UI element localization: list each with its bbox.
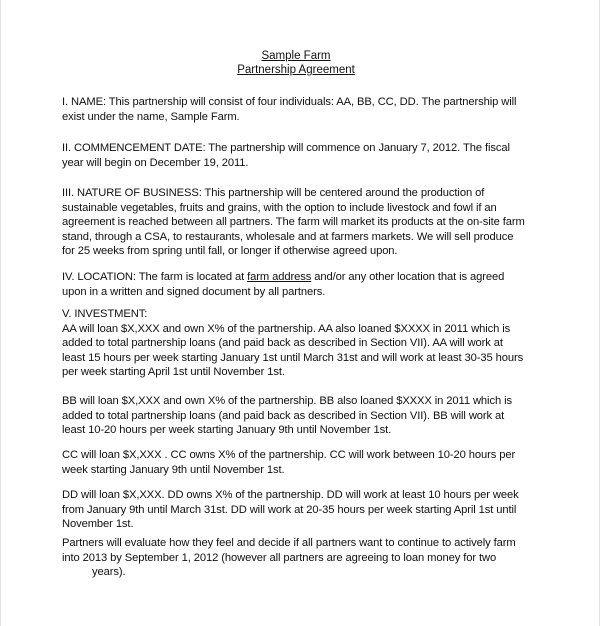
text-line: BB will loan $X,XXX and own X% of the partnership. BB also loaned $XXXX in 2011 which is	[62, 395, 512, 407]
text-line: years).	[92, 566, 126, 579]
document-title: Sample Farm	[261, 50, 331, 62]
text-line: year will begin on December 19, 2011.	[62, 156, 249, 169]
text-line: into 2013 by September 1, 2012 (however all partners are agreeing to loan money for two	[62, 551, 497, 564]
text-line: least 10-20 hours per week starting January 9th until November 1st.	[62, 424, 392, 437]
text-line: week starting January 9th until November 1st.	[62, 463, 285, 476]
section-commencement	[62, 141, 542, 170]
text-line: per week starting April 1st until November 1st.	[62, 366, 285, 379]
text-line: for 25 weeks from spring until fall, or longer if otherwise agreed upon.	[62, 245, 398, 258]
text-line: II. COMMENCEMENT DATE: The partnership will commence on January 7, 2012. The fiscal	[62, 142, 510, 154]
text-line: exist under the name, Sample Farm.	[62, 110, 240, 123]
text-line: I. NAME: This partnership will consist of four individuals: AA, BB, CC, DD. The partnership will	[62, 96, 517, 108]
text-line: DD will loan $X,XXX. DD owns X% of the partnership. DD will work at least 10 hours per week	[62, 489, 519, 501]
section-nature-of-business	[62, 186, 542, 259]
document-subtitle: Partnership Agreement	[237, 64, 355, 76]
location-text-after: and/or any other location that is agreed	[311, 271, 505, 283]
text-line: from January 9th until March 31st. DD will work at 20-35 hours per week starting April 1st until	[62, 503, 517, 516]
text-line: November 1st.	[62, 518, 134, 531]
text-line	[62, 270, 542, 285]
text-line: added to total partnership loans (and paid back as described in Section VII). AA will work at	[62, 337, 503, 350]
text-line: Partners will evaluate how they feel and decide if all partners want to continue to actively farm	[62, 537, 516, 549]
section-name	[62, 95, 542, 124]
text-line: CC will loan $X,XXX . CC owns X% of the partnership. CC will work between 10-20 hours per	[62, 449, 516, 461]
investment-cc	[62, 448, 542, 477]
location-text-before: IV. LOCATION: The farm is located at	[62, 271, 248, 283]
section-evaluation	[62, 536, 542, 580]
text-line: AA will loan $X,XXX and own X% of the partnership. AA also loaned $XXXX in 2011 which is	[62, 322, 511, 335]
investment-heading: V. INVESTMENT:	[62, 308, 148, 320]
text-line: upon in a written and signed document by all partners.	[62, 285, 326, 298]
text-line: added to total partnership loans (and paid back as described in Section VII). BB will work at	[62, 409, 505, 422]
text-line: agreement is reached between all partners. The farm will market its products at the on-site farm	[62, 216, 525, 229]
investment-dd	[62, 488, 542, 532]
section-location	[62, 270, 542, 299]
investment-bb	[62, 394, 542, 438]
text-line: stand, through a CSA, to restaurants, wholesale and at farmers markets. We will sell produce	[62, 230, 514, 243]
text-line: least 15 hours per week starting January 1st until March 31st and will work at least 30-35 hours	[62, 351, 524, 364]
text-line: III. NATURE OF BUSINESS: This partnership will be centered around the production of	[62, 187, 485, 199]
text-line: sustainable vegetables, fruits and grains, with the option to include livestock and fowl if an	[62, 201, 497, 214]
farm-address-placeholder: farm address	[247, 271, 312, 283]
section-investment	[62, 307, 542, 380]
